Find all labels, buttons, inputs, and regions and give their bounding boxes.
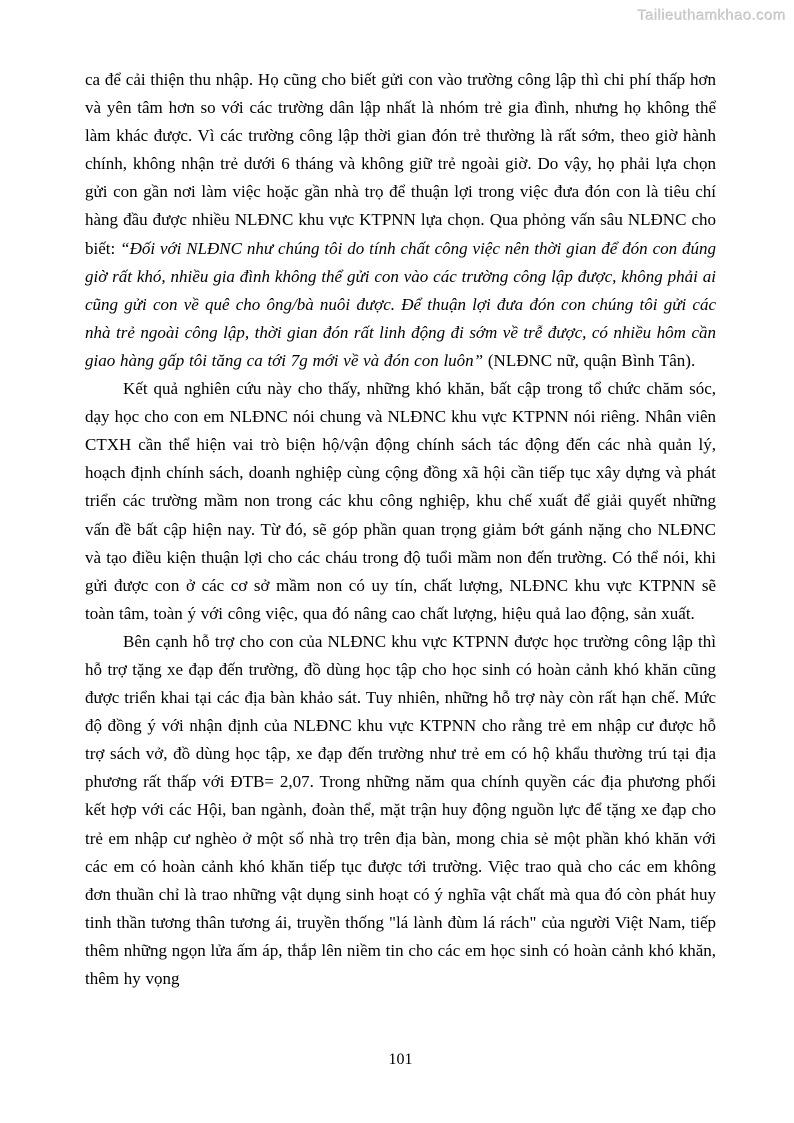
text-run: Kết quả nghiên cứu này cho thấy, những khó khăn, bất cập trong tổ chức chăm sóc, dạy học cho con em NLĐNC nói chung và NLĐNC khu vực KTPNN nói riêng. Nhân viên CTXH cần thể hiện vai trò biện hộ/vận động chính sách tác động đến các nhà quản lý, hoạch định chính sách, doanh nghiệp cùng cộng đồng xã hội cần tiếp tục xây dựng và phát triển các trường mầm non trong các khu công nghiệp, khu chế xuất để giải quyết những vấn đề bất cập hiện nay. Từ đó, sẽ góp phần quan trọng giảm bớt gánh nặng cho NLĐNC và tạo điều kiện thuận lợi cho các cháu trong độ tuổi mầm non đến trường. Có thể nói, khi gửi được con ở các cơ sở mầm non có uy tín, chất lượng, NLĐNC khu vực KTPNN sẽ toàn tâm, toàn ý với công việc, qua đó nâng cao chất lượng, hiệu quả lao động, sản xuất. (85, 379, 716, 623)
watermark: Tailieuthamkhao.com (637, 7, 786, 24)
page-number: 101 (388, 1051, 413, 1068)
text-run: Bên cạnh hỗ trợ cho con của NLĐNC khu vực KTPNN được học trường công lập thì hỗ trợ tặng xe đạp đến trường, đồ dùng học tập cho học sinh có hoàn cảnh khó khăn cũng được triển khai tại các địa bàn khảo sát. Tuy nhiên, những hỗ trợ này còn rất hạn chế. Mức độ đồng ý với nhận định của NLĐNC khu vực KTPNN cho rằng trẻ em nhập cư được hỗ trợ sách vở, đồ dùng học tập, xe đạp đến trường như trẻ em có hộ khẩu thường trú tại địa phương rất thấp với ĐTB= 2,07. Trong những năm qua chính quyền các địa phương phối kết hợp với các Hội, ban ngành, đoàn thể, mặt trận huy động nguồn lực để tặng xe đạp cho trẻ em nhập cư nghèo ở một số nhà trọ trên địa bàn, mong chia sẻ một phần khó khăn với các em có hoàn cảnh khó khăn tiếp tục được tới trường. Việc trao quà cho các em không đơn thuần chỉ là trao những vật dụng sinh hoạt có ý nghĩa vật chất mà qua đó còn phát huy tinh thần tương thân tương ái, truyền thống "lá lành đùm lá rách" của người Việt Nam, tiếp thêm những ngọn lửa ấm áp, thắp lên niềm tin cho các em học sinh có hoàn cảnh khó khăn, thêm hy vọng (85, 631, 716, 988)
document-body (85, 66, 716, 993)
paragraph (85, 375, 716, 628)
text-run: “Đối với NLĐNC như chúng tôi do tính chất công việc nên thời gian để đón con đúng giờ rất khó, nhiều gia đình không thể gửi con vào các trường công lập được, không phải ai cũng gửi con về quê cho ông/bà nuôi được. Để thuận lợi đưa đón con chúng tôi gửi các nhà trẻ ngoài công lập, thời gian đón rất linh động đi sớm về trễ được, có nhiều hôm cần giao hàng gấp tôi tăng ca tới 7g mới về và đón con luôn” (85, 238, 716, 370)
paragraph (85, 628, 716, 993)
text-run: ca để cải thiện thu nhập. Họ cũng cho biết gửi con vào trường công lập thì chi phí thấp hơn và yên tâm hơn so với các trường dân lập nhất là nhóm trẻ gia đình, nhưng họ không thể làm khác được. Vì các trường công lập thời gian đón trẻ thường là rất sớm, theo giờ hành chính, không nhận trẻ dưới 6 tháng và không giữ trẻ ngoài giờ. Do vậy, họ phải lựa chọn gửi con gần nơi làm việc hoặc gần nhà trọ để thuận lợi trong việc đưa đón con là tiêu chí hàng đầu được nhiều NLĐNC khu vực KTPNN lựa chọn. Qua phỏng vấn sâu NLĐNC cho biết: (85, 70, 716, 258)
paragraph (85, 66, 716, 375)
text-run: (NLĐNC nữ, quận Bình Tân). (483, 350, 696, 370)
